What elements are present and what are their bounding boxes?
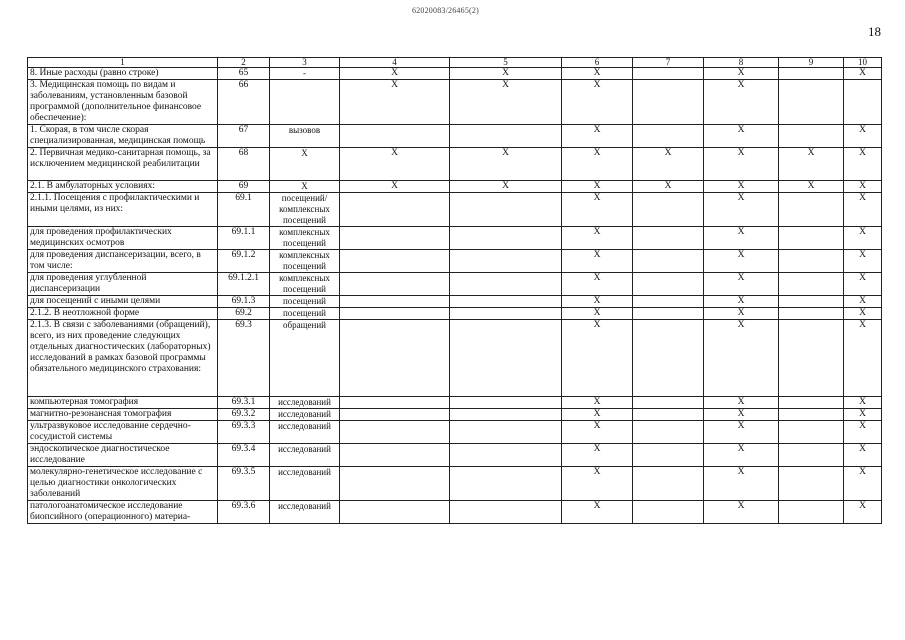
row-unit-cell: комплексных посещений <box>270 250 340 273</box>
header-row <box>28 58 882 68</box>
row-name-cell: 2.1.2. В неотложной форме <box>28 308 218 320</box>
row-unit-cell: вызовов <box>270 125 340 148</box>
row-unit-cell: комплексных посещений <box>270 273 340 296</box>
mark-cell <box>633 273 704 296</box>
mark-cell: X <box>844 421 882 444</box>
mark-cell <box>633 421 704 444</box>
row-code-cell: 69.3.2 <box>218 409 270 421</box>
mark-cell <box>340 467 450 501</box>
row-code-cell: 67 <box>218 125 270 148</box>
document-id: 62020083/26465(2) <box>412 6 479 15</box>
mark-cell: X <box>779 148 844 181</box>
mark-cell <box>450 250 562 273</box>
row-code-cell: 69.3.3 <box>218 421 270 444</box>
row-code-cell: 69.1 <box>218 193 270 227</box>
mark-cell <box>779 501 844 524</box>
row-name-cell: для проведения углубленной диспансеризации <box>28 273 218 296</box>
mark-cell: X <box>779 181 844 193</box>
mark-cell <box>779 125 844 148</box>
mark-cell: X <box>562 409 633 421</box>
row-code-cell: 69.3.5 <box>218 467 270 501</box>
row-name-cell: патологоанатомическое исследование биопсийного (операционного) материа- <box>28 501 218 524</box>
row-unit-cell: посещений <box>270 308 340 320</box>
mark-cell <box>779 467 844 501</box>
mark-cell: X <box>844 193 882 227</box>
mark-cell: X <box>562 250 633 273</box>
table-row <box>28 193 882 227</box>
table-row <box>28 444 882 467</box>
mark-cell: X <box>844 320 882 397</box>
row-code-cell: 69 <box>218 181 270 193</box>
mark-cell <box>340 308 450 320</box>
mark-cell <box>633 308 704 320</box>
mark-cell: X <box>704 181 779 193</box>
mark-cell: X <box>562 68 633 80</box>
mark-cell <box>450 125 562 148</box>
col-header: 9 <box>779 58 844 68</box>
mark-cell <box>340 397 450 409</box>
row-code-cell: 68 <box>218 148 270 181</box>
mark-cell: X <box>562 308 633 320</box>
row-name-cell: для посещений с иными целями <box>28 296 218 308</box>
mark-cell: X <box>450 68 562 80</box>
col-header: 6 <box>562 58 633 68</box>
mark-cell <box>633 68 704 80</box>
mark-cell <box>340 125 450 148</box>
row-name-cell: 2.1. В амбулаторных условиях: <box>28 181 218 193</box>
table-row <box>28 467 882 501</box>
mark-cell <box>779 308 844 320</box>
mark-cell <box>779 296 844 308</box>
mark-cell: X <box>844 68 882 80</box>
mark-cell: X <box>844 125 882 148</box>
mark-cell: X <box>340 181 450 193</box>
mark-cell <box>340 227 450 250</box>
mark-cell <box>779 68 844 80</box>
row-code-cell: 69.3.4 <box>218 444 270 467</box>
row-name-cell: ультразвуковое исследование сердечно-сосудистой системы <box>28 421 218 444</box>
row-unit-cell: исследований <box>270 397 340 409</box>
mark-cell: X <box>704 308 779 320</box>
row-unit-cell: исследований <box>270 501 340 524</box>
mark-cell <box>633 444 704 467</box>
mark-cell: X <box>340 68 450 80</box>
col-header: 4 <box>340 58 450 68</box>
table-row <box>28 148 882 181</box>
row-unit-cell: обращений <box>270 320 340 397</box>
table-row <box>28 308 882 320</box>
row-name-cell: 8. Иные расходы (равно строке) <box>28 68 218 80</box>
mark-cell: X <box>450 148 562 181</box>
mark-cell: X <box>562 193 633 227</box>
row-name-cell: 2. Первичная медико-санитарная помощь, за исключением медицинской реабилитации <box>28 148 218 181</box>
mark-cell: X <box>844 444 882 467</box>
table-row <box>28 397 882 409</box>
table-row <box>28 296 882 308</box>
row-code-cell: 69.3 <box>218 320 270 397</box>
mark-cell: X <box>704 397 779 409</box>
mark-cell: X <box>704 444 779 467</box>
mark-cell <box>779 444 844 467</box>
mark-cell <box>450 467 562 501</box>
mark-cell: X <box>450 80 562 125</box>
mark-cell: X <box>844 501 882 524</box>
row-code-cell: 69.1.2.1 <box>218 273 270 296</box>
table-row <box>28 227 882 250</box>
mark-cell <box>779 421 844 444</box>
mark-cell <box>450 501 562 524</box>
table-row <box>28 250 882 273</box>
row-unit-cell: посещений <box>270 296 340 308</box>
mark-cell: X <box>844 467 882 501</box>
mark-cell <box>633 80 704 125</box>
mark-cell: X <box>704 273 779 296</box>
mark-cell: X <box>844 409 882 421</box>
mark-cell: X <box>704 68 779 80</box>
row-code-cell: 66 <box>218 80 270 125</box>
mark-cell <box>450 320 562 397</box>
mark-cell: X <box>844 148 882 181</box>
mark-cell: X <box>704 193 779 227</box>
mark-cell: X <box>704 409 779 421</box>
row-name-cell: для проведения профилактических медицинских осмотров <box>28 227 218 250</box>
mark-cell <box>633 409 704 421</box>
row-unit-cell: X <box>270 181 340 193</box>
mark-cell <box>340 250 450 273</box>
mark-cell <box>844 80 882 125</box>
mark-cell: X <box>844 308 882 320</box>
mark-cell: X <box>633 181 704 193</box>
row-code-cell: 69.1.1 <box>218 227 270 250</box>
col-header: 5 <box>450 58 562 68</box>
col-header: 1 <box>28 58 218 68</box>
mark-cell <box>450 421 562 444</box>
mark-cell <box>450 193 562 227</box>
mark-cell <box>340 273 450 296</box>
mark-cell <box>340 501 450 524</box>
mark-cell: X <box>340 80 450 125</box>
mark-cell <box>779 397 844 409</box>
row-name-cell: 2.1.3. В связи с заболеваниями (обращений), всего, из них проведение следующих отдельных диагностических (лабораторных) исследований в рамках базовой программы обязательного медицинского страхования: <box>28 320 218 397</box>
mark-cell: X <box>704 148 779 181</box>
row-unit-cell: комплексных посещений <box>270 227 340 250</box>
mark-cell <box>340 193 450 227</box>
mark-cell <box>779 227 844 250</box>
row-name-cell: 1. Скорая, в том числе скорая специализированная, медицинская помощь <box>28 125 218 148</box>
mark-cell: X <box>450 181 562 193</box>
mark-cell: X <box>704 125 779 148</box>
mark-cell <box>340 444 450 467</box>
mark-cell <box>633 467 704 501</box>
row-name-cell: молекулярно-генетическое исследование с целью диагностики онкологических заболеваний <box>28 467 218 501</box>
mark-cell <box>450 308 562 320</box>
mark-cell: X <box>844 227 882 250</box>
row-code-cell: 65 <box>218 68 270 80</box>
mark-cell: X <box>562 273 633 296</box>
mark-cell <box>779 250 844 273</box>
mark-cell: X <box>562 467 633 501</box>
table-row <box>28 125 882 148</box>
mark-cell: X <box>340 148 450 181</box>
mark-cell: X <box>562 444 633 467</box>
page-number: 18 <box>868 24 881 39</box>
mark-cell <box>340 409 450 421</box>
mark-cell <box>340 421 450 444</box>
row-unit-cell: посещений/ комплексных посещений <box>270 193 340 227</box>
mark-cell: X <box>704 227 779 250</box>
row-unit-cell: - <box>270 68 340 80</box>
mark-cell <box>779 193 844 227</box>
mark-cell: X <box>844 296 882 308</box>
col-header: 10 <box>844 58 882 68</box>
table-row <box>28 501 882 524</box>
row-unit-cell <box>270 80 340 125</box>
mark-cell: X <box>704 320 779 397</box>
mark-cell <box>450 227 562 250</box>
mark-cell: X <box>562 80 633 125</box>
row-unit-cell: исследований <box>270 409 340 421</box>
mark-cell: X <box>704 296 779 308</box>
row-unit-cell: исследований <box>270 421 340 444</box>
mark-cell <box>340 296 450 308</box>
table-row <box>28 80 882 125</box>
mark-cell: X <box>704 421 779 444</box>
mark-cell <box>633 397 704 409</box>
mark-cell <box>633 227 704 250</box>
row-code-cell: 69.3.1 <box>218 397 270 409</box>
mark-cell: X <box>562 125 633 148</box>
mark-cell <box>633 501 704 524</box>
mark-cell: X <box>562 227 633 250</box>
table-row <box>28 409 882 421</box>
mark-cell <box>450 444 562 467</box>
mark-cell <box>450 273 562 296</box>
mark-cell <box>340 320 450 397</box>
mark-cell <box>633 320 704 397</box>
data-table <box>27 57 882 524</box>
row-unit-cell: исследований <box>270 444 340 467</box>
row-name-cell: для проведения диспансеризации, всего, в том числе: <box>28 250 218 273</box>
mark-cell <box>633 193 704 227</box>
mark-cell <box>633 250 704 273</box>
row-name-cell: эндоскопическое диагностическое исследование <box>28 444 218 467</box>
mark-cell: X <box>844 181 882 193</box>
row-name-cell: компьютерная томография <box>28 397 218 409</box>
col-header: 2 <box>218 58 270 68</box>
row-unit-cell: исследований <box>270 467 340 501</box>
row-name-cell: 2.1.1. Посещения с профилактическими и иными целями, из них: <box>28 193 218 227</box>
mark-cell <box>450 409 562 421</box>
mark-cell: X <box>704 80 779 125</box>
table-row <box>28 68 882 80</box>
row-code-cell: 69.2 <box>218 308 270 320</box>
table-row <box>28 181 882 193</box>
mark-cell: X <box>562 397 633 409</box>
col-header: 8 <box>704 58 779 68</box>
row-code-cell: 69.3.6 <box>218 501 270 524</box>
mark-cell: X <box>633 148 704 181</box>
mark-cell: X <box>844 397 882 409</box>
mark-cell: X <box>562 501 633 524</box>
row-code-cell: 69.1.3 <box>218 296 270 308</box>
mark-cell <box>633 296 704 308</box>
mark-cell: X <box>704 501 779 524</box>
mark-cell: X <box>704 250 779 273</box>
table-row <box>28 421 882 444</box>
mark-cell <box>779 80 844 125</box>
mark-cell <box>450 296 562 308</box>
row-name-cell: 3. Медицинская помощь по видам и заболеваниям, установленным базовой программой (дополнительное финансовое обеспечение): <box>28 80 218 125</box>
mark-cell <box>633 125 704 148</box>
row-code-cell: 69.1.2 <box>218 250 270 273</box>
mark-cell <box>779 320 844 397</box>
mark-cell <box>779 409 844 421</box>
row-unit-cell: X <box>270 148 340 181</box>
table-row <box>28 273 882 296</box>
mark-cell: X <box>562 421 633 444</box>
table-row <box>28 320 882 397</box>
mark-cell <box>450 397 562 409</box>
col-header: 7 <box>633 58 704 68</box>
mark-cell: X <box>844 273 882 296</box>
mark-cell: X <box>562 181 633 193</box>
mark-cell: X <box>844 250 882 273</box>
col-header: 3 <box>270 58 340 68</box>
mark-cell: X <box>704 467 779 501</box>
mark-cell: X <box>562 320 633 397</box>
mark-cell: X <box>562 148 633 181</box>
mark-cell: X <box>562 296 633 308</box>
row-name-cell: магнитно-резонансная томография <box>28 409 218 421</box>
mark-cell <box>779 273 844 296</box>
